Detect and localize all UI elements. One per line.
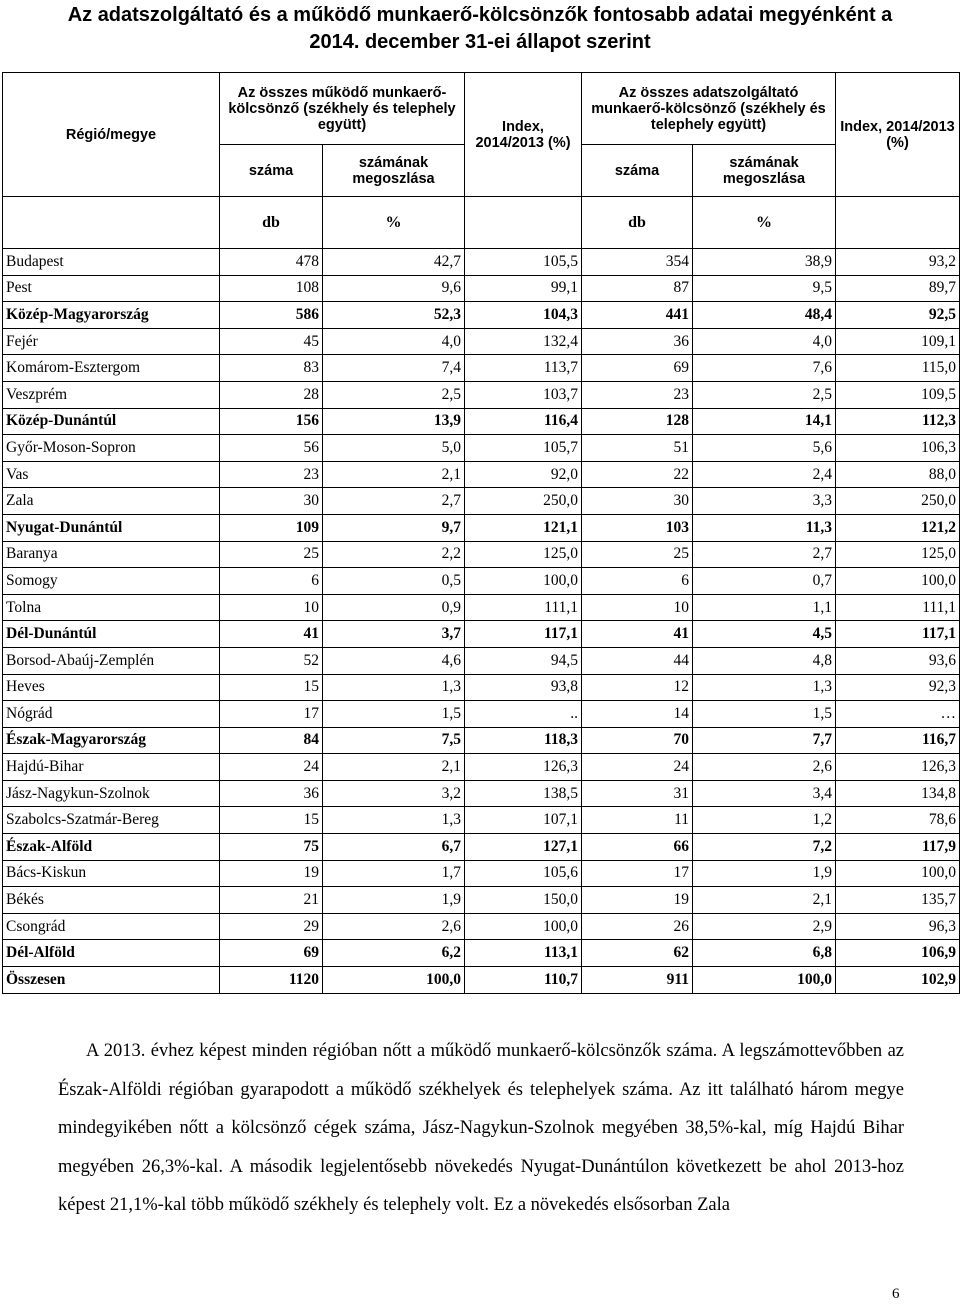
operating-count-cell: 15 [220,674,323,701]
region-name-cell: Zala [3,488,220,515]
reporting-count-cell: 6 [582,568,693,595]
reporting-index-cell: 116,7 [836,727,960,754]
header-count-reporting: száma [582,145,693,197]
operating-share-cell: 2,7 [323,488,465,515]
reporting-share-cell: 1,5 [693,701,836,728]
reporting-share-cell: 2,7 [693,541,836,568]
reporting-count-cell: 24 [582,754,693,781]
operating-count-cell: 52 [220,647,323,674]
table-row [3,275,960,302]
reporting-count-cell: 17 [582,860,693,887]
region-name-cell: Budapest [3,249,220,276]
operating-share-cell: 1,3 [323,807,465,834]
region-name-cell: Tolna [3,594,220,621]
operating-count-cell: 41 [220,621,323,648]
reporting-index-cell: … [836,701,960,728]
reporting-count-cell: 10 [582,594,693,621]
table-row [3,488,960,515]
reporting-count-cell: 41 [582,621,693,648]
region-name-cell: Heves [3,674,220,701]
reporting-count-cell: 44 [582,647,693,674]
table-row [3,461,960,488]
header-index-reporting: Index, 2014/2013 (%) [836,73,960,197]
reporting-count-cell: 23 [582,381,693,408]
reporting-index-cell: 96,3 [836,913,960,940]
table-row [3,727,960,754]
reporting-count-cell: 103 [582,514,693,541]
table-row [3,594,960,621]
operating-count-cell: 69 [220,940,323,967]
operating-index-cell: 105,7 [465,435,582,462]
operating-share-cell: 2,5 [323,381,465,408]
region-name-cell: Vas [3,461,220,488]
reporting-index-cell: 115,0 [836,355,960,382]
region-name-cell: Csongrád [3,913,220,940]
reporting-index-cell: 109,5 [836,381,960,408]
unit-empty [3,197,220,249]
page-number: 6 [892,1286,900,1302]
operating-share-cell: 7,5 [323,727,465,754]
table-row [3,940,960,967]
reporting-share-cell: 1,1 [693,594,836,621]
operating-share-cell: 1,9 [323,887,465,914]
reporting-count-cell: 69 [582,355,693,382]
operating-index-cell: 250,0 [465,488,582,515]
operating-index-cell: 118,3 [465,727,582,754]
region-name-cell: Veszprém [3,381,220,408]
table-row [3,408,960,435]
operating-index-cell: 110,7 [465,967,582,994]
reporting-share-cell: 1,9 [693,860,836,887]
reporting-count-cell: 30 [582,488,693,515]
reporting-index-cell: 102,9 [836,967,960,994]
table-row [3,754,960,781]
reporting-share-cell: 5,6 [693,435,836,462]
reporting-count-cell: 62 [582,940,693,967]
operating-share-cell: 100,0 [323,967,465,994]
table-body [3,249,960,994]
region-name-cell: Észak-Magyarország [3,727,220,754]
unit-pct-operating: % [323,197,465,249]
operating-index-cell: 100,0 [465,913,582,940]
operating-index-cell: 111,1 [465,594,582,621]
table-row [3,621,960,648]
table-row [3,913,960,940]
reporting-index-cell: 121,2 [836,514,960,541]
operating-share-cell: 6,7 [323,834,465,861]
operating-index-cell: 150,0 [465,887,582,914]
reporting-index-cell: 106,9 [836,940,960,967]
operating-index-cell: 132,4 [465,328,582,355]
reporting-share-cell: 1,3 [693,674,836,701]
operating-index-cell: 93,8 [465,674,582,701]
operating-count-cell: 29 [220,913,323,940]
region-name-cell: Bács-Kiskun [3,860,220,887]
operating-count-cell: 108 [220,275,323,302]
reporting-count-cell: 87 [582,275,693,302]
reporting-share-cell: 7,2 [693,834,836,861]
reporting-count-cell: 66 [582,834,693,861]
table-row [3,647,960,674]
operating-index-cell: 121,1 [465,514,582,541]
table-header [3,73,960,249]
reporting-share-cell: 4,8 [693,647,836,674]
operating-index-cell: 113,1 [465,940,582,967]
reporting-index-cell: 100,0 [836,568,960,595]
region-name-cell: Észak-Alföld [3,834,220,861]
unit-empty [465,197,582,249]
reporting-count-cell: 911 [582,967,693,994]
reporting-share-cell: 7,6 [693,355,836,382]
table-row [3,834,960,861]
operating-count-cell: 156 [220,408,323,435]
operating-count-cell: 586 [220,302,323,329]
region-name-cell: Közép-Magyarország [3,302,220,329]
reporting-index-cell: 88,0 [836,461,960,488]
reporting-share-cell: 4,5 [693,621,836,648]
operating-count-cell: 1120 [220,967,323,994]
header-region: Régió/megye [3,73,220,197]
reporting-share-cell: 11,3 [693,514,836,541]
operating-share-cell: 13,9 [323,408,465,435]
reporting-share-cell: 7,7 [693,727,836,754]
operating-count-cell: 15 [220,807,323,834]
reporting-count-cell: 70 [582,727,693,754]
region-name-cell: Szabolcs-Szatmár-Bereg [3,807,220,834]
operating-index-cell: 107,1 [465,807,582,834]
operating-share-cell: 9,7 [323,514,465,541]
operating-count-cell: 25 [220,541,323,568]
operating-share-cell: 0,9 [323,594,465,621]
reporting-index-cell: 111,1 [836,594,960,621]
reporting-share-cell: 2,6 [693,754,836,781]
header-share-operating: számának megoszlása [323,145,465,197]
operating-index-cell: 116,4 [465,408,582,435]
region-name-cell: Összesen [3,967,220,994]
reporting-index-cell: 93,6 [836,647,960,674]
header-group-operating: Az összes működő munkaerő-kölcsönző (székhely és telephely együtt) [220,73,465,145]
reporting-share-cell: 6,8 [693,940,836,967]
operating-index-cell: 117,1 [465,621,582,648]
operating-count-cell: 21 [220,887,323,914]
reporting-count-cell: 31 [582,780,693,807]
operating-share-cell: 4,0 [323,328,465,355]
table-row [3,568,960,595]
operating-share-cell: 9,6 [323,275,465,302]
reporting-index-cell: 106,3 [836,435,960,462]
reporting-count-cell: 26 [582,913,693,940]
region-name-cell: Komárom-Esztergom [3,355,220,382]
region-name-cell: Fejér [3,328,220,355]
header-share-reporting: számának megoszlása [693,145,836,197]
operating-share-cell: 2,1 [323,461,465,488]
operating-share-cell: 52,3 [323,302,465,329]
region-name-cell: Dél-Dunántúl [3,621,220,648]
reporting-index-cell: 92,3 [836,674,960,701]
reporting-count-cell: 19 [582,887,693,914]
reporting-index-cell: 93,2 [836,249,960,276]
table-row [3,381,960,408]
operating-index-cell: .. [465,701,582,728]
title-line-1: Az adatszolgáltató és a működő munkaerő-kölcsönzők fontosabb adatai megyénként a [67,4,893,26]
unit-db-reporting: db [582,197,693,249]
reporting-count-cell: 11 [582,807,693,834]
reporting-count-cell: 25 [582,541,693,568]
operating-index-cell: 104,3 [465,302,582,329]
reporting-count-cell: 441 [582,302,693,329]
table-row [3,674,960,701]
operating-share-cell: 2,1 [323,754,465,781]
operating-index-cell: 113,7 [465,355,582,382]
operating-index-cell: 127,1 [465,834,582,861]
table-row [3,249,960,276]
reporting-count-cell: 12 [582,674,693,701]
operating-index-cell: 105,5 [465,249,582,276]
operating-share-cell: 3,2 [323,780,465,807]
reporting-count-cell: 14 [582,701,693,728]
reporting-index-cell: 92,5 [836,302,960,329]
operating-share-cell: 0,5 [323,568,465,595]
reporting-share-cell: 2,4 [693,461,836,488]
region-name-cell: Pest [3,275,220,302]
region-name-cell: Hajdú-Bihar [3,754,220,781]
reporting-share-cell: 9,5 [693,275,836,302]
table-row [3,780,960,807]
table-row [3,302,960,329]
table-row [3,514,960,541]
operating-index-cell: 94,5 [465,647,582,674]
table-row [3,701,960,728]
operating-count-cell: 28 [220,381,323,408]
table-row [3,541,960,568]
operating-index-cell: 103,7 [465,381,582,408]
unit-empty [836,197,960,249]
operating-share-cell: 2,2 [323,541,465,568]
reporting-share-cell: 100,0 [693,967,836,994]
reporting-share-cell: 48,4 [693,302,836,329]
operating-count-cell: 109 [220,514,323,541]
data-table [2,72,960,994]
reporting-count-cell: 36 [582,328,693,355]
document-title [0,2,960,56]
reporting-count-cell: 51 [582,435,693,462]
operating-index-cell: 100,0 [465,568,582,595]
table-row [3,807,960,834]
operating-share-cell: 3,7 [323,621,465,648]
region-name-cell: Jász-Nagykun-Szolnok [3,780,220,807]
reporting-index-cell: 78,6 [836,807,960,834]
operating-count-cell: 36 [220,780,323,807]
reporting-share-cell: 2,9 [693,913,836,940]
operating-share-cell: 5,0 [323,435,465,462]
reporting-count-cell: 22 [582,461,693,488]
operating-share-cell: 2,6 [323,913,465,940]
table-row [3,435,960,462]
reporting-share-cell: 1,2 [693,807,836,834]
reporting-index-cell: 112,3 [836,408,960,435]
reporting-index-cell: 126,3 [836,754,960,781]
reporting-index-cell: 125,0 [836,541,960,568]
region-name-cell: Dél-Alföld [3,940,220,967]
operating-index-cell: 92,0 [465,461,582,488]
reporting-index-cell: 100,0 [836,860,960,887]
reporting-index-cell: 134,8 [836,780,960,807]
operating-count-cell: 30 [220,488,323,515]
reporting-share-cell: 3,3 [693,488,836,515]
reporting-index-cell: 250,0 [836,488,960,515]
header-index-operating: Index, 2014/2013 (%) [465,73,582,197]
operating-count-cell: 45 [220,328,323,355]
operating-share-cell: 6,2 [323,940,465,967]
operating-count-cell: 6 [220,568,323,595]
operating-index-cell: 125,0 [465,541,582,568]
operating-count-cell: 24 [220,754,323,781]
unit-db-operating: db [220,197,323,249]
operating-count-cell: 19 [220,860,323,887]
reporting-share-cell: 38,9 [693,249,836,276]
operating-share-cell: 42,7 [323,249,465,276]
unit-pct-reporting: % [693,197,836,249]
reporting-share-cell: 0,7 [693,568,836,595]
operating-index-cell: 105,6 [465,860,582,887]
operating-count-cell: 23 [220,461,323,488]
table-row [3,860,960,887]
operating-count-cell: 478 [220,249,323,276]
paragraph-text: A 2013. évhez képest minden régióban nőtt a működő munkaerő-kölcsönzők száma. A legszámottevőbben az Észak-Alföldi régióban gyarapodott a működő székhelyek és telephelyek száma. Az itt található három megye mindegyikében nőtt a kölcsönző cégek száma, Jász-Nagykun-Szolnok megyében 38,5%-kal, míg Hajdú Bihar megyében 26,3%-kal. A második legjelentősebb növekedés Nyugat-Dunántúlon következett be ahol 2013-hoz képest 21,1%-kal több működő székhely és telephely volt. Ez a növekedés elsősorban Zala [58,1041,904,1216]
reporting-share-cell: 3,4 [693,780,836,807]
reporting-share-cell: 2,1 [693,887,836,914]
region-name-cell: Győr-Moson-Sopron [3,435,220,462]
header-count-operating: száma [220,145,323,197]
reporting-index-cell: 135,7 [836,887,960,914]
region-name-cell: Közép-Dunántúl [3,408,220,435]
region-name-cell: Baranya [3,541,220,568]
reporting-count-cell: 128 [582,408,693,435]
region-name-cell: Somogy [3,568,220,595]
operating-index-cell: 138,5 [465,780,582,807]
table-row [3,328,960,355]
operating-share-cell: 1,7 [323,860,465,887]
body-paragraph [58,1032,904,1225]
reporting-share-cell: 2,5 [693,381,836,408]
operating-share-cell: 4,6 [323,647,465,674]
reporting-share-cell: 14,1 [693,408,836,435]
reporting-index-cell: 109,1 [836,328,960,355]
reporting-index-cell: 117,1 [836,621,960,648]
operating-share-cell: 1,5 [323,701,465,728]
operating-count-cell: 75 [220,834,323,861]
table-row [3,355,960,382]
region-name-cell: Nógrád [3,701,220,728]
region-name-cell: Nyugat-Dunántúl [3,514,220,541]
operating-count-cell: 84 [220,727,323,754]
reporting-share-cell: 4,0 [693,328,836,355]
table-row [3,967,960,994]
operating-index-cell: 126,3 [465,754,582,781]
operating-share-cell: 1,3 [323,674,465,701]
region-name-cell: Békés [3,887,220,914]
operating-count-cell: 56 [220,435,323,462]
operating-index-cell: 99,1 [465,275,582,302]
operating-count-cell: 83 [220,355,323,382]
title-line-2: 2014. december 31-ei állapot szerint [309,31,651,53]
operating-share-cell: 7,4 [323,355,465,382]
reporting-index-cell: 89,7 [836,275,960,302]
operating-count-cell: 10 [220,594,323,621]
reporting-count-cell: 354 [582,249,693,276]
region-name-cell: Borsod-Abaúj-Zemplén [3,647,220,674]
reporting-index-cell: 117,9 [836,834,960,861]
operating-count-cell: 17 [220,701,323,728]
header-group-reporting: Az összes adatszolgáltató munkaerő-kölcsönző (székhely és telephely együtt) [582,73,836,145]
table-row [3,887,960,914]
